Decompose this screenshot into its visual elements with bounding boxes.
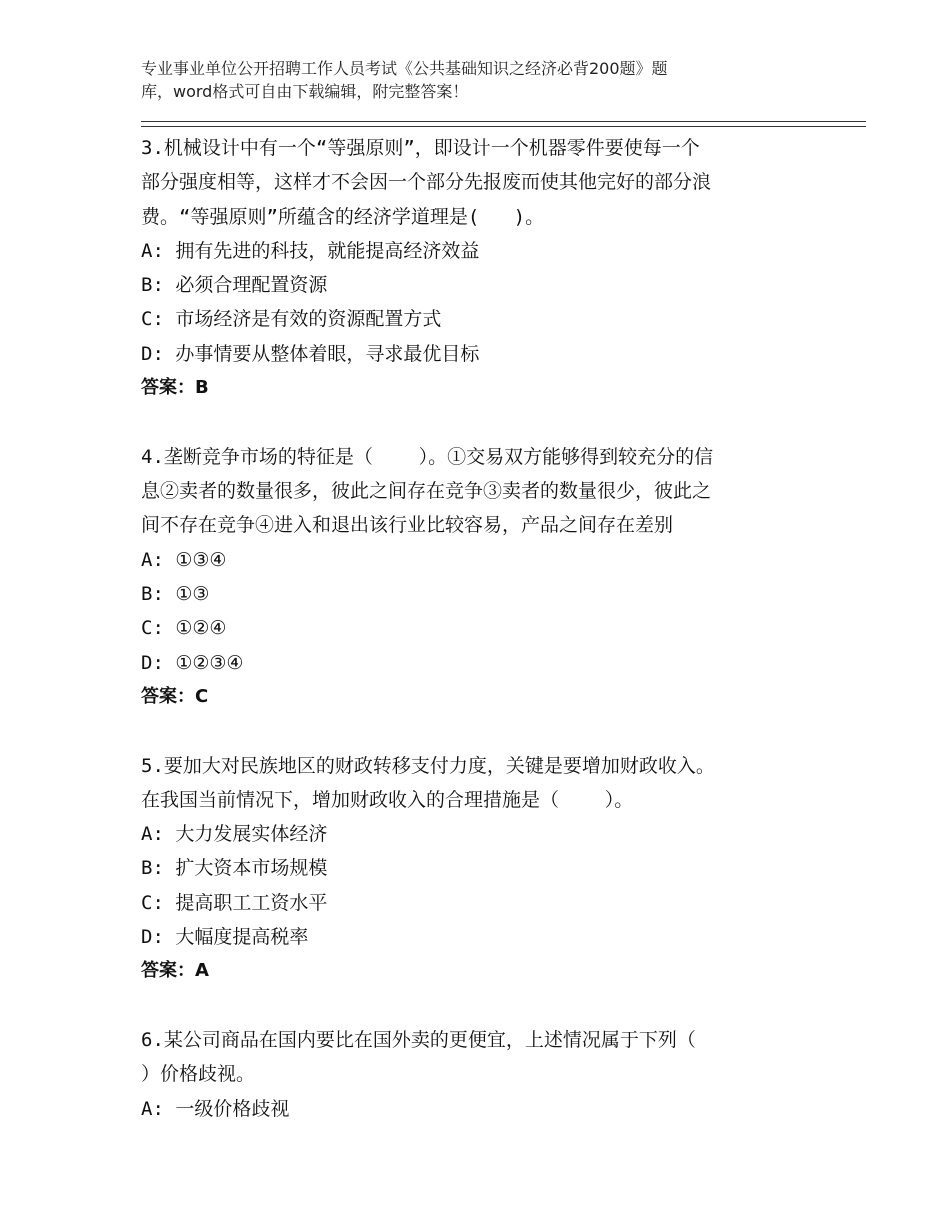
answer-line: 答案：B bbox=[141, 377, 209, 399]
question-block bbox=[141, 131, 801, 405]
option-b: B: 必须合理配置资源 bbox=[141, 274, 328, 297]
question-block bbox=[141, 749, 801, 989]
question-stem-line: 间不存在竞争④进入和退出该行业比较容易，产品之间存在差别 bbox=[141, 514, 674, 537]
question-block bbox=[141, 440, 801, 714]
option-d: D: ①②③④ bbox=[141, 651, 244, 674]
question-stem-line: 5.要加大对民族地区的财政转移支付力度，关键是要增加财政收入。 bbox=[141, 754, 715, 777]
header-line-1: 专业事业单位公开招聘工作人员考试《公共基础知识之经济必背200题》题 bbox=[141, 59, 668, 78]
option-a: A: 拥有先进的科技，就能提高经济效益 bbox=[141, 239, 480, 262]
question-spacer bbox=[141, 405, 801, 439]
option-a: A: 一级价格歧视 bbox=[141, 1097, 290, 1120]
option-d: D: 大幅度提高税率 bbox=[141, 926, 309, 949]
option-d: D: 办事情要从整体着眼，寻求最优目标 bbox=[141, 342, 480, 365]
question-stem-line: 在我国当前情况下，增加财政收入的合理措施是（ ）。 bbox=[141, 788, 634, 811]
option-a: A: ①③④ bbox=[141, 548, 227, 571]
option-a: A: 大力发展实体经济 bbox=[141, 823, 328, 846]
question-stem-line: 息②卖者的数量很多，彼此之间存在竞争③卖者的数量很少，彼此之 bbox=[141, 480, 712, 503]
option-c: C: 提高职工工资水平 bbox=[141, 891, 328, 914]
question-stem-line: 部分强度相等，这样才不会因一个部分先报废而使其他完好的部分浪 bbox=[141, 171, 712, 194]
question-stem-line: 3.机械设计中有一个“等强原则”，即设计一个机器零件要使每一个 bbox=[141, 137, 700, 159]
question-stem-line: 4.垄断竞争市场的特征是（ ）。①交易双方能够得到较充分的信 bbox=[141, 445, 714, 468]
question-spacer bbox=[141, 714, 801, 748]
header-double-rule bbox=[141, 121, 866, 127]
option-b: B: ①③ bbox=[141, 582, 210, 605]
question-list bbox=[141, 131, 801, 1126]
option-c: C: 市场经济是有效的资源配置方式 bbox=[141, 308, 442, 331]
option-c: C: ①②④ bbox=[141, 617, 227, 640]
question-block bbox=[141, 1023, 801, 1126]
question-stem-line: 6.某公司商品在国内要比在国外卖的更便宜，上述情况属于下列（ bbox=[141, 1029, 696, 1051]
question-stem-line: 费。“等强原则”所蕴含的经济学道理是( )。 bbox=[141, 205, 545, 228]
question-stem-line: ）价格歧视。 bbox=[141, 1063, 256, 1086]
answer-line: 答案：A bbox=[141, 960, 209, 982]
document-header bbox=[141, 57, 781, 103]
answer-line: 答案：C bbox=[141, 685, 209, 707]
header-line-2: 库，word格式可自由下载编辑，附完整答案！ bbox=[141, 82, 469, 101]
option-b: B: 扩大资本市场规模 bbox=[141, 857, 328, 880]
question-spacer bbox=[141, 989, 801, 1023]
